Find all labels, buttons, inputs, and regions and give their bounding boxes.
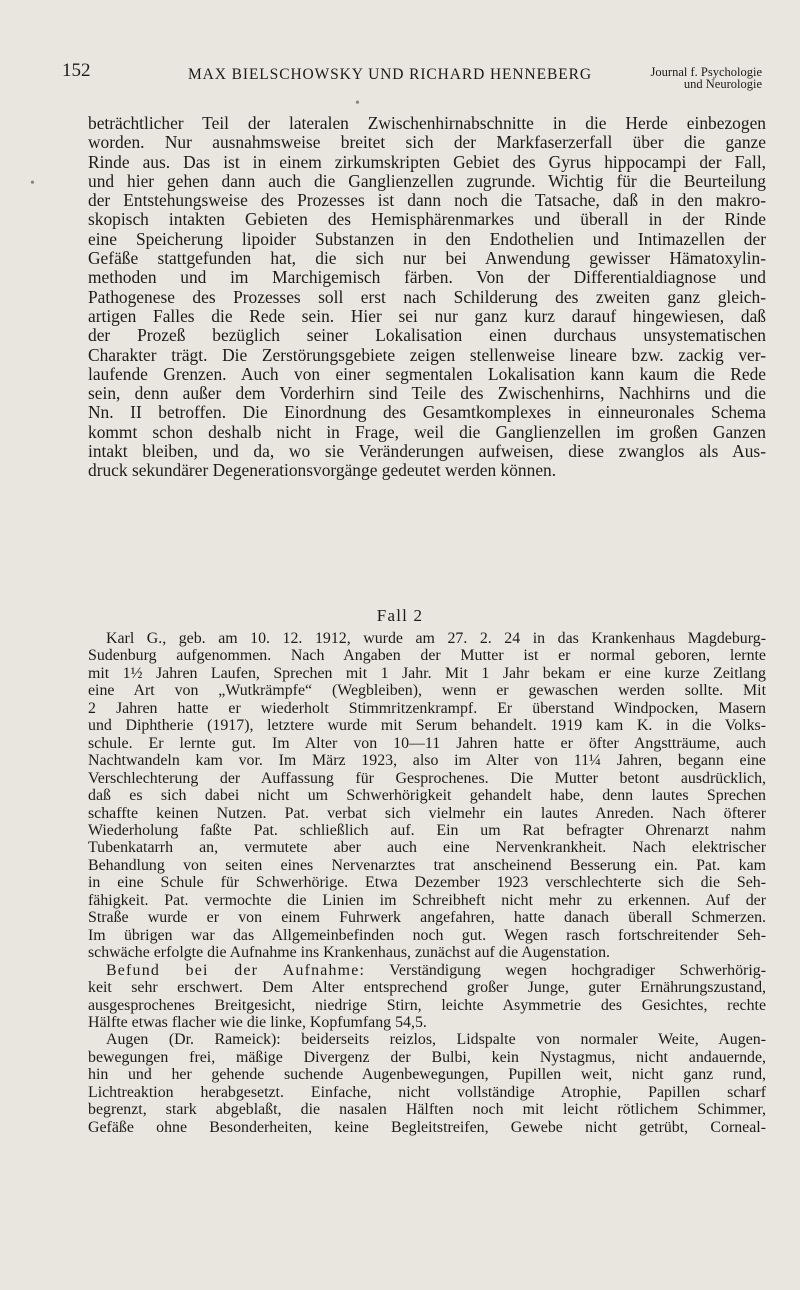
text-line: der Entstehungsweise des Prozesses ist dann noch die Tatsache, daß in den makro- bbox=[88, 190, 766, 211]
text-line: sein, denn außer dem Vorderhirn sind Teile des Zwischenhirns, Nachhirns und die bbox=[88, 383, 766, 404]
text-line: artigen Falles die Rede sein. Hier sei nur ganz kurz darauf hingewiesen, daß bbox=[88, 305, 766, 326]
befund-label: Befund bei der Aufnahme: bbox=[106, 961, 366, 979]
text-line: Pathogenese des Prozesses soll erst nach Schilderung des zweiten ganz gleich- bbox=[88, 286, 766, 307]
text-line: eine Speicherung lipoider Substanzen in den Endothelien und Intimazellen der bbox=[88, 228, 766, 249]
text-line: in eine Schule für Schwerhörige. Etwa Dezember 1923 verschlechterte sich die Seh- bbox=[88, 874, 766, 892]
text-line: Lichtreaktion herabgesetzt. Einfache, nicht vollständige Atrophie, Papillen scharf bbox=[88, 1083, 766, 1101]
text-line: Hälfte etwas flacher wie die linke, Kopfumfang 54,5. bbox=[88, 1013, 427, 1031]
text-line: 2 Jahren hatte er wiederholt Stimmritzenkrampf. Er überstand Windpocken, Masern bbox=[88, 699, 766, 717]
text-line: daß es sich dabei nicht um Schwerhörigkeit gehandelt habe, denn lautes Sprechen bbox=[88, 787, 766, 805]
befund-first-line: Befund bei der Aufnahme: Verständigung wegen hochgradiger Schwerhörig- bbox=[106, 961, 766, 979]
text-line: Straße wurde er von einem Fuhrwerk angefahren, hatte danach überall Schmerzen. bbox=[88, 909, 766, 927]
text-line: methoden und im Marchigemisch färben. Von der Differentialdiagnose und bbox=[88, 267, 766, 288]
augen-first-line: Augen (Dr. Rameick): beiderseits reizlos, Lidspalte von normaler Weite, Augen- bbox=[106, 1031, 766, 1049]
text-line: Nachtwandeln kam vor. Im März 1923, also im Alter von 11¼ Jahren, begann eine bbox=[88, 752, 766, 770]
text-line: schwäche erfolgte die Aufnahme ins Krankenhaus, zunächst auf die Augenstation. bbox=[88, 944, 611, 962]
journal-line-2: und Neurologie bbox=[683, 77, 762, 91]
text-line: eine Art von „Wutkrämpfe“ (Wegbleiben), wenn er gewaschen werden sollte. Mit bbox=[88, 682, 766, 700]
text-line: bewegungen frei, mäßige Divergenz der Bulbi, kein Nystagmus, nicht andauernde, bbox=[88, 1048, 766, 1066]
text-line: laufende Grenzen. Auch von einer segmentalen Lokalisation kann kaum die Rede bbox=[88, 363, 766, 384]
text-line: Gefäße ohne Besonderheiten, keine Begleitstreifen, Gewebe nicht getrübt, Corneal- bbox=[88, 1118, 766, 1136]
journal-name bbox=[620, 66, 762, 90]
text-line: und Diphtherie (1917), letztere wurde mit Serum behandelt. 1919 kam K. in die Volks- bbox=[88, 717, 766, 735]
text-line: Verschlechterung der Auffassung für Gesprochenes. Die Mutter betont ausdrücklich, bbox=[88, 769, 766, 787]
case-report bbox=[88, 630, 766, 1136]
text-line: druck sekundärer Degenerationsvorgänge gedeutet werden können. bbox=[88, 460, 557, 481]
case-heading: Fall 2 bbox=[376, 606, 424, 625]
text-line: der Prozeß bezüglich seiner Lokalisation einen durchaus unsystematischen bbox=[88, 325, 766, 346]
text-line: schule. Er lernte gut. Im Alter von 10—11 Jahren hatte er öfter Angstträume, auch bbox=[88, 734, 766, 752]
text-line: Karl G., geb. am 10. 12. 1912, wurde am 27. 2. 24 in das Krankenhaus Magdeburg- bbox=[106, 630, 766, 647]
running-title: MAX BIELSCHOWSKY UND RICHARD HENNEBERG bbox=[188, 66, 592, 83]
page-number: 152 bbox=[62, 60, 91, 81]
text-line: Charakter trägt. Die Zerstörungsgebiete zeigen stellenweise lineare bzw. zackig ver- bbox=[88, 344, 766, 365]
text-line: keit sehr erschwert. Dem Alter entsprechend großer Junge, guter Ernährungszustand, bbox=[88, 979, 766, 997]
text-line: Behandlung von seiten eines Nervenarztes trat anscheinend Besserung ein. Pat. kam bbox=[88, 856, 766, 874]
margin-speck: • bbox=[355, 96, 360, 111]
text-line: beträchtlicher Teil der lateralen Zwischenhirnabschnitte in die Herde einbezogen bbox=[88, 113, 766, 133]
text-line: ausgesprochenes Breitgesicht, niedrige Stirn, leichte Asymmetrie des Gesichtes, rechte bbox=[88, 996, 766, 1014]
augen-label: Augen (Dr. Rameick): bbox=[106, 1031, 281, 1049]
text-line: begrenzt, stark abgeblaßt, die nasalen Hälften noch mit leicht rötlichem Schimmer, bbox=[88, 1101, 766, 1119]
text-line: Rinde aus. Das ist in einem zirkumskripten Gebiet des Gyrus hippocampi der Fall, bbox=[88, 151, 766, 172]
text-line: kommt schon deshalb nicht in Frage, weil die Ganglienzellen im großen Ganzen bbox=[88, 421, 766, 442]
continuation-paragraph bbox=[88, 114, 766, 481]
text-line: Wiederholung faßte Pat. schließlich auf. Ein um Rat befragter Ohrenarzt nahm bbox=[88, 821, 766, 839]
text-line: Im übrigen war das Allgemeinbefinden noch gut. Wegen rasch fortschreitender Seh- bbox=[88, 926, 766, 944]
margin-speck: • bbox=[30, 176, 35, 191]
befund-paragraph bbox=[88, 979, 766, 1031]
text-line: worden. Nur ausnahmsweise breitet sich der Markfaserzerfall über die ganze bbox=[88, 132, 766, 153]
text-line: skopisch intakten Gebieten des Hemisphärenmarkes und überall in der Rinde bbox=[88, 209, 766, 230]
text-line: mit 1½ Jahren Laufen, Sprechen mit 1 Jahr. Mit 1 Jahr bekam er eine kurze Zeitlang bbox=[88, 664, 766, 682]
text-line: und hier gehen dann auch die Ganglienzellen zugrunde. Wichtig für die Beurteilung bbox=[88, 170, 766, 191]
text-line: Tubenkatarrh an, vermutete aber auch eine Nervenkrankheit. Nach elektrischer bbox=[88, 839, 766, 857]
text-line: Nn. II betroffen. Die Einordnung des Gesamtkomplexes in einneuronales Schema bbox=[88, 402, 766, 423]
journal-line-1: Journal f. Psychologie bbox=[650, 65, 762, 79]
page-header bbox=[0, 60, 800, 110]
text-line: Gefäße stattgefunden hat, die sich nur bei Anwendung gewisser Hämatoxylin- bbox=[88, 248, 766, 269]
text-line: intakt bleiben, und da, wo sie Veränderungen aufweisen, diese zwanglos als Aus- bbox=[88, 441, 766, 462]
text-line: hin und her gehende suchende Augenbewegungen, Pupillen weit, nicht ganz rund, bbox=[88, 1066, 766, 1084]
case-history bbox=[88, 630, 766, 962]
augen-paragraph bbox=[88, 1049, 766, 1136]
text-line: schaffte keinen Nutzen. Pat. verbat sich vielmehr ein lautes Anreden. Nach öfterer bbox=[88, 804, 766, 822]
text-line: Sudenburg aufgenommen. Nach Angaben der Mutter ist er normal geboren, lernte bbox=[88, 647, 766, 665]
text-line: fähigkeit. Pat. vermochte die Linien im Schreibheft nicht mehr zu erkennen. Auf der bbox=[88, 891, 766, 909]
